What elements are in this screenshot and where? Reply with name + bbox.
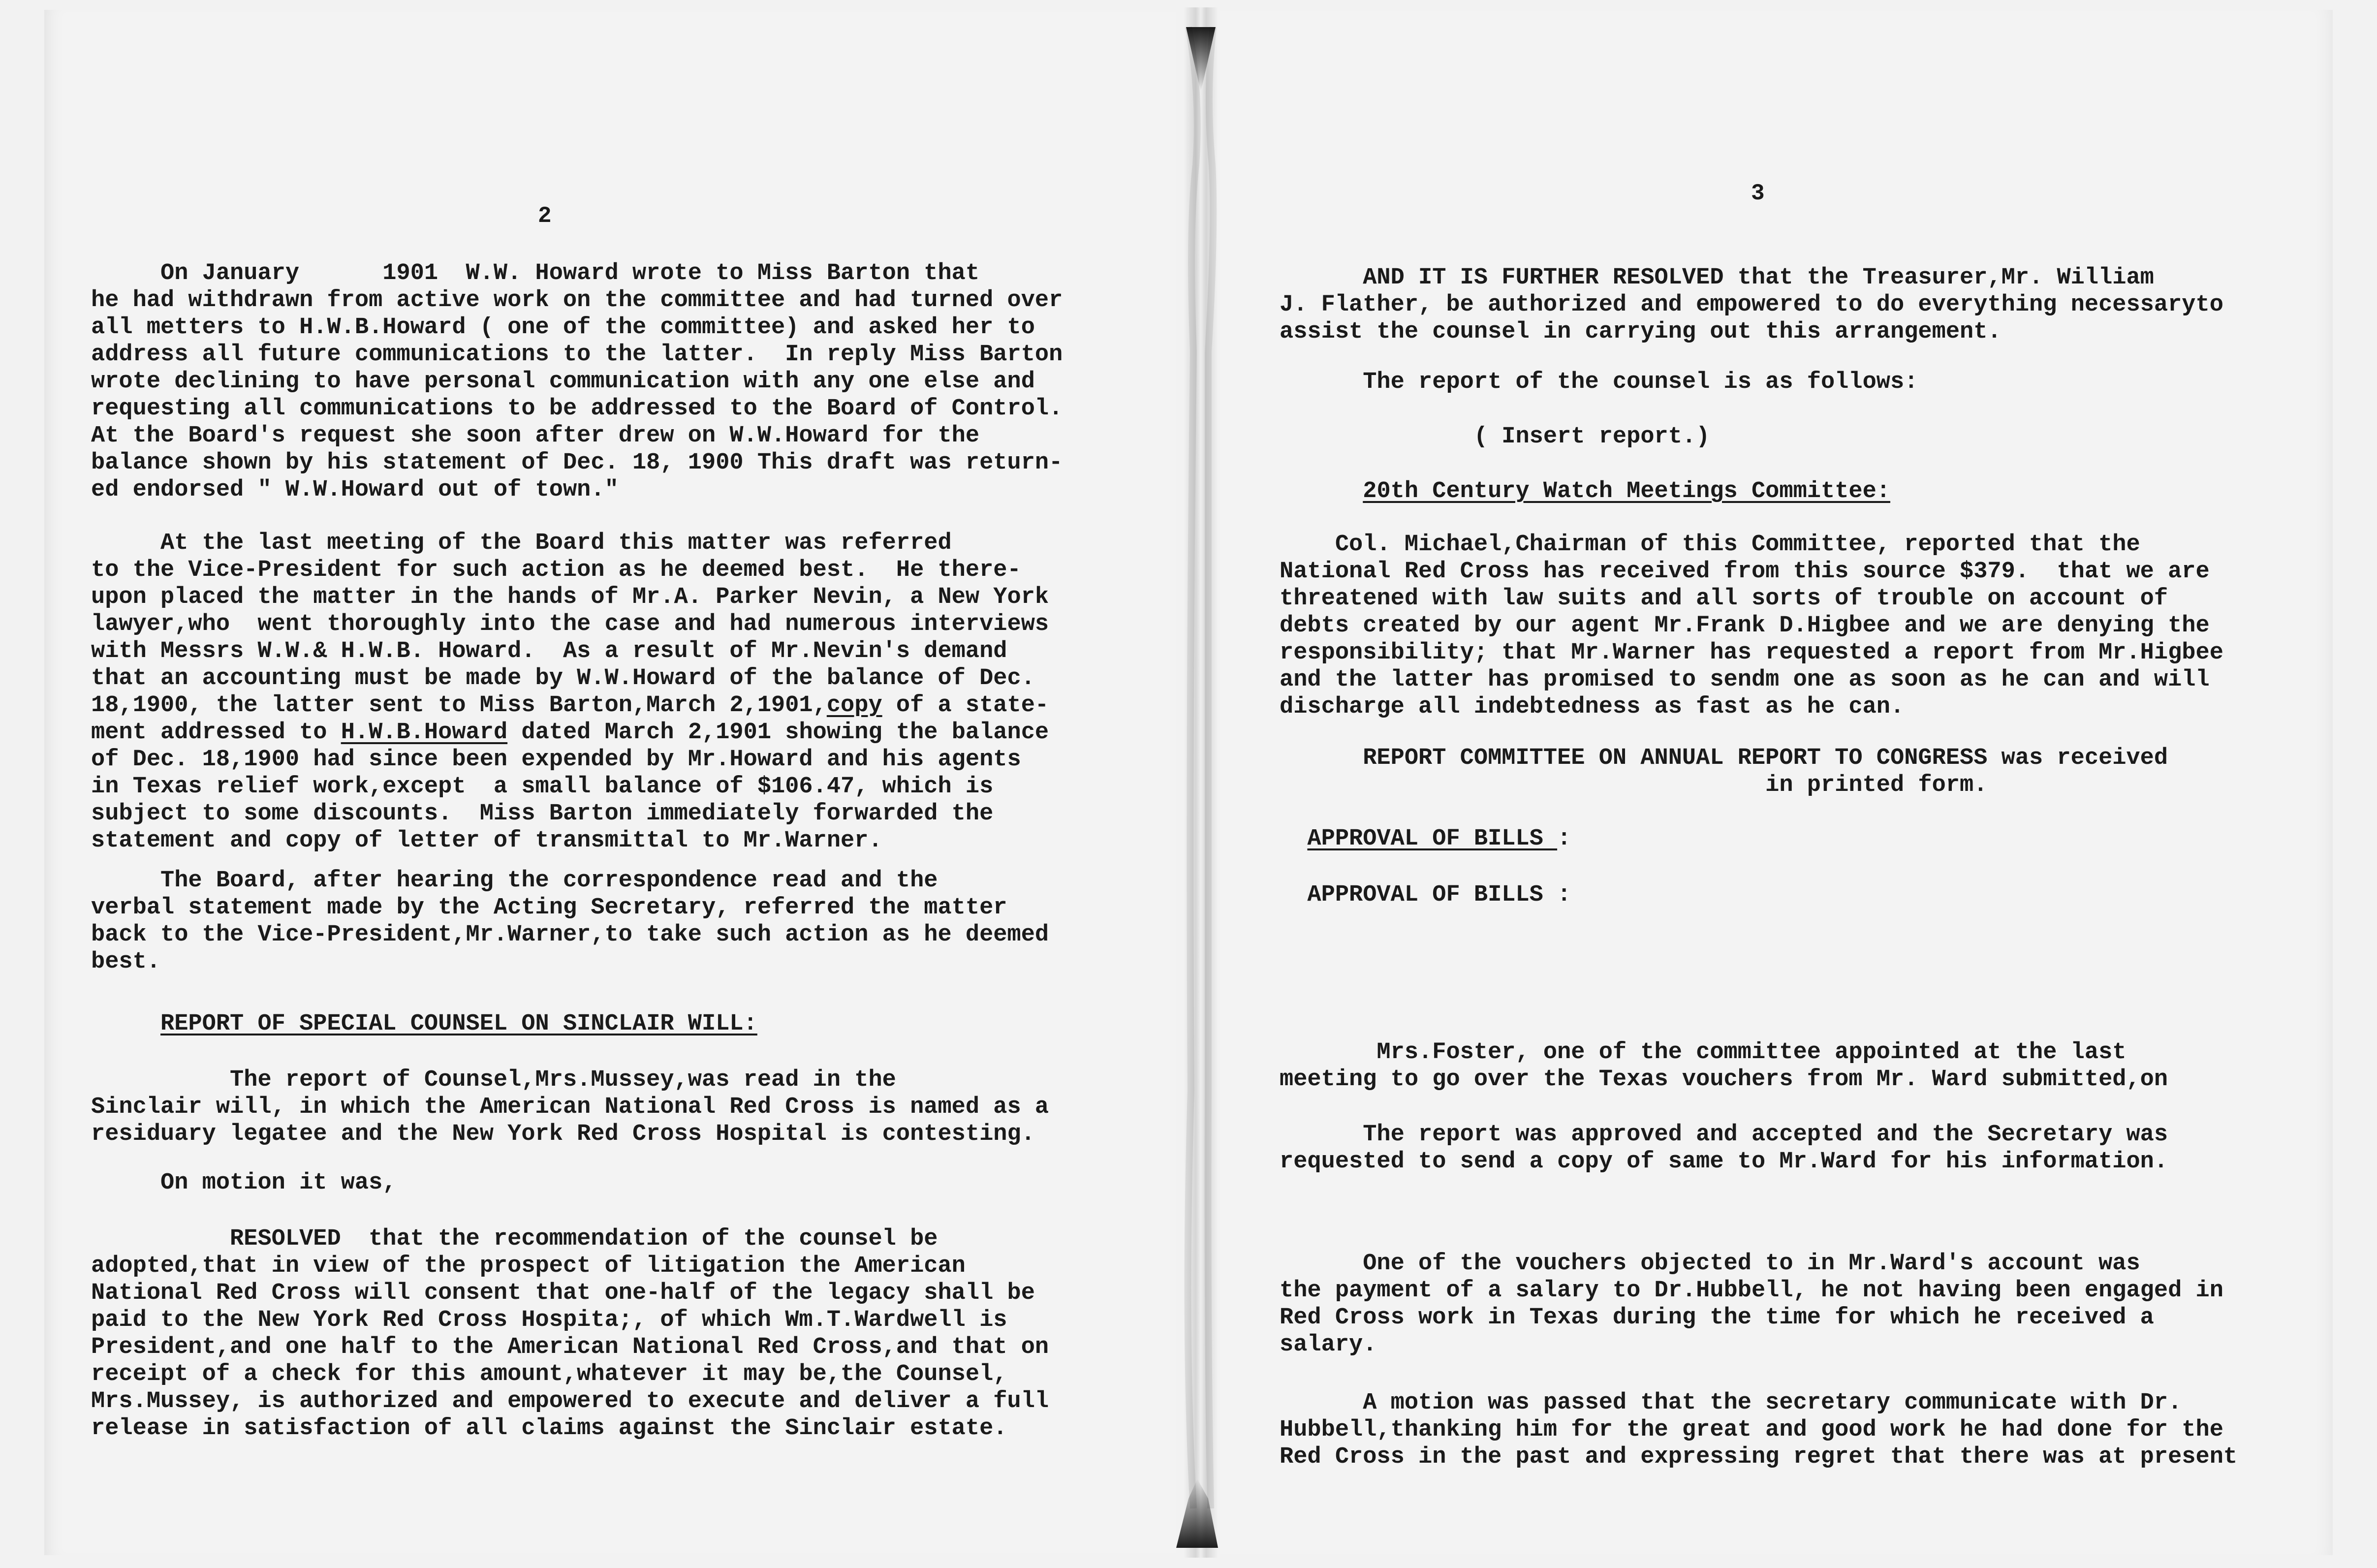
text-line: Mrs.Foster, one of the committee appointed at the last <box>1280 1039 2127 1066</box>
text-line: assist the counsel in carrying out this arrangement. <box>1280 319 2002 345</box>
paragraph-on-motion <box>91 1169 397 1196</box>
paragraph-hubbell-voucher <box>1280 1121 2168 1229</box>
text-line: requesting all communications to be addressed to the Board of Control. <box>91 396 1063 422</box>
section-heading-text: 20th Century Watch Meetings Committee: <box>1363 478 1891 504</box>
section-heading-text: REPORT OF SPECIAL COUNSEL ON SINCLAIR WILL: <box>160 1011 757 1037</box>
text-line: subject to some discounts. Miss Barton immediately forwarded the <box>91 801 994 827</box>
text-line: meeting to go over the Texas vouchers from Mr. Ward submitted,on <box>1280 1066 2168 1093</box>
text-line: National Red Cross has received from this source $379. that we are <box>1280 559 2210 585</box>
text-line: Red Cross in the past and expressing regret that there was at present <box>1280 1444 2238 1470</box>
text-line: residuary legatee and the New York Red Cross Hospital is contesting. <box>91 1121 1035 1147</box>
text-line: of Dec. 18,1900 had since been expended by Mr.Howard and his agents <box>91 747 1021 773</box>
text-line: The report of Counsel,Mrs.Mussey,was read in the <box>91 1067 896 1093</box>
text-line: paid to the New York Red Cross Hospita;, of which Wm.T.Wardwell is <box>91 1307 1007 1333</box>
text-line: lawyer,who went thoroughly into the case and had numerous interviews <box>91 611 1049 637</box>
text-line: back to the Vice-President,Mr.Warner,to take such action as he deemed <box>91 922 1049 948</box>
text-line <box>1280 963 1571 990</box>
text-line: At the last meeting of the Board this matter was referred <box>91 530 952 556</box>
paragraph-counsel-report <box>91 1066 1049 1148</box>
underlined-text: copy <box>826 692 882 719</box>
text-line: Red Cross work in Texas during the time for which he received a <box>1280 1305 2154 1331</box>
text-line: receipt of a check for this amount,whatever it may be,the Counsel, <box>91 1361 1007 1387</box>
section-heading <box>1280 478 1890 505</box>
binding-gutter-shadow <box>1174 7 1228 1558</box>
text-line: On motion it was, <box>91 1170 397 1196</box>
text-line: best. <box>91 949 161 975</box>
text-line: The report was approved and accepted and the Secretary was <box>1280 1122 2168 1148</box>
text-line: all metters to H.W.B.Howard ( one of the committee) and asked her to <box>91 314 1035 341</box>
page-number-left: 2 <box>538 203 552 229</box>
text-line: National Red Cross will consent that one-half of the legacy shall be <box>91 1280 1035 1306</box>
text-line <box>1280 1175 2168 1202</box>
section-heading-text: APPROVAL OF BILLS <box>1307 826 1558 852</box>
text-line: to the Vice-President for such action as he deemed best. He there- <box>91 557 1021 583</box>
paragraph-foster-report <box>1280 881 1571 1017</box>
heading-sinclair-will <box>91 1010 757 1037</box>
text-line: address all future communications to the latter. In reply Miss Barton <box>91 342 1063 368</box>
text-line: Hubbell,thanking him for the great and good work he had done for the <box>1280 1417 2223 1443</box>
text-line <box>1280 1202 2168 1229</box>
text-line: The Board, after hearing the correspondence read and the <box>91 868 938 894</box>
text-line: requested to send a copy of same to Mr.Ward for his information. <box>1280 1149 2168 1175</box>
text-line: REPORT COMMITTEE ON ANNUAL REPORT TO CONGRESS was received <box>1280 745 2168 771</box>
section-heading <box>91 1010 757 1037</box>
text-line: On January 1901 W.W. Howard wrote to Miss Barton that <box>91 260 980 286</box>
text-line-with-underlined-copy: 18,1900, the latter sent to Miss Barton,March 2,1901,copy of a state- <box>91 692 1049 719</box>
underlined-text: H.W.B.Howard <box>341 720 508 746</box>
text-line: APPROVAL OF BILLS : <box>1280 882 1571 908</box>
section-heading: APPROVAL OF BILLS : <box>1307 826 1571 852</box>
text-line: The report of the counsel is as follows: <box>1280 369 1918 395</box>
text-line <box>1280 936 1571 963</box>
paragraph-report-approved <box>1280 1039 2168 1093</box>
text-line: ( Insert report.) <box>1280 424 1710 450</box>
paragraph-report-follows <box>1280 369 1918 396</box>
text-line: Mrs.Mussey, is authorized and empowered to execute and deliver a full <box>91 1388 1049 1414</box>
paragraph-insert-report <box>1280 423 1710 450</box>
text-line: in printed form. <box>1280 772 1988 798</box>
paragraph-howard-withdrawal <box>91 260 1063 503</box>
text-line: J. Flather, be authorized and empowered to do everything necessaryto <box>1280 292 2223 318</box>
text-line: A motion was passed that the secretary communicate with Dr. <box>1280 1390 2182 1416</box>
text-line: he had withdrawn from active work on the committee and had turned over <box>91 287 1063 314</box>
text-line: upon placed the matter in the hands of Mr.A. Parker Nevin, a New York <box>91 584 1049 610</box>
text-line: salary. <box>1280 1332 1377 1358</box>
text-line: President,and one half to the American National Red Cross,and that on <box>91 1334 1049 1360</box>
text-line: responsibility; that Mr.Warner has requested a report from Mr.Higbee <box>1280 640 2223 666</box>
text-line: At the Board's request she soon after drew on W.W.Howard for the <box>91 423 980 449</box>
text-line: discharge all indebtedness as fast as he can. <box>1280 694 1905 720</box>
text-line: release in satisfaction of all claims against the Sinclair estate. <box>91 1415 1007 1442</box>
text-line: RESOLVED that the recommendation of the counsel be <box>91 1226 938 1252</box>
paragraph-hubbell-motion <box>1280 1250 2223 1358</box>
text-line: statement and copy of letter of transmittal to Mr.Warner. <box>91 828 882 854</box>
paragraph-nevin-accounting <box>91 530 1049 854</box>
text-line-with-underlined-name: ment addressed to H.W.B.Howard dated March 2,1901 showing the balance <box>91 720 1049 746</box>
text-line: the payment of a salary to Dr.Hubbell, he not having been engaged in <box>1280 1278 2223 1304</box>
text-line: ed endorsed " W.W.Howard out of town." <box>91 477 619 503</box>
gutter-shadow-icon <box>1174 7 1228 1558</box>
paragraph-further-resolved <box>1280 264 2223 345</box>
paragraph-board-referral <box>91 867 1049 975</box>
text-line: with Messrs W.W.& H.W.B. Howard. As a result of Mr.Nevin's demand <box>91 638 1007 664</box>
text-line <box>1280 990 1571 1017</box>
text-line: AND IT IS FURTHER RESOLVED that the Treasurer,Mr. William <box>1280 265 2154 291</box>
text-line: Sinclair will, in which the American National Red Cross is named as a <box>91 1094 1049 1120</box>
text-line: Col. Michael,Chairman of this Committee, reported that the <box>1280 532 2140 558</box>
text-line: in Texas relief work,except a small balance of $106.47, which is <box>91 774 994 800</box>
paragraph-ward-balance <box>1280 1389 2237 1471</box>
text-line: and the latter has promised to sendm one as soon as he can and will <box>1280 667 2210 693</box>
text-line: verbal statement made by the Acting Secretary, referred the matter <box>91 895 1007 921</box>
page-number-right: 3 <box>1751 181 1765 206</box>
heading-approval-of-bills <box>1280 825 1571 852</box>
paragraph-michael-report <box>1280 531 2223 721</box>
paragraph-resolved <box>91 1225 1049 1442</box>
text-line: One of the vouchers objected to in Mr.Ward's account was <box>1280 1251 2140 1277</box>
text-line <box>1280 909 1571 936</box>
text-line: debts created by our agent Mr.Frank D.Higbee and we are denying the <box>1280 613 2210 639</box>
text-line: wrote declining to have personal communication with any one else and <box>91 369 1035 395</box>
paragraph-annual-report <box>1280 745 2168 799</box>
text-line: adopted,that in view of the prospect of litigation the American <box>91 1253 966 1279</box>
text-line: threatened with law suits and all sorts of trouble on account of <box>1280 586 2168 612</box>
text-line: balance shown by his statement of Dec. 18, 1900 This draft was return- <box>91 450 1063 476</box>
heading-watch-meetings <box>1280 478 1890 505</box>
text-line: that an accounting must be made by W.W.Howard of the balance of Dec. <box>91 665 1035 691</box>
